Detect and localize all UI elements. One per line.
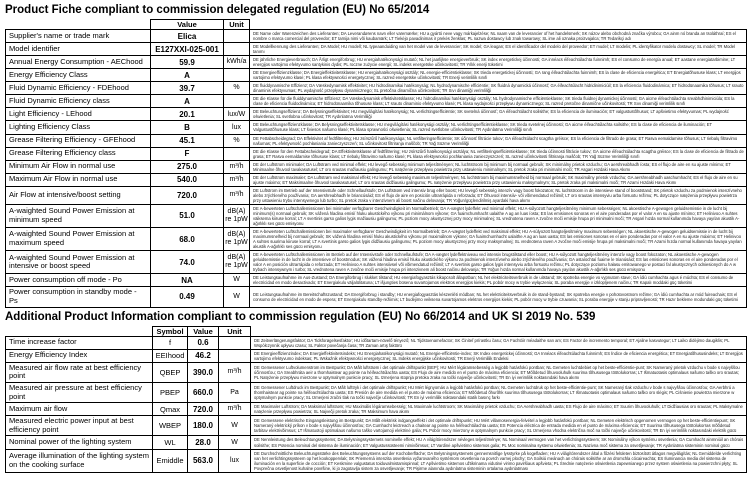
table-row: [6, 108, 747, 121]
row-unit: m³/h: [224, 160, 250, 173]
row-multilingual-note: DE jährliche Energieverbrauch; DA Årligt energiforbrug; HU energiahatékonysági mutató; NL het jaarlijkse energieverbruik; SK index energetickej účinnosti; GA innéacs éifeachtúlachta fuinnimh; ES el consumo de energía anual; ET aastane energiatarbimine; LT energijos vartojimo efektyvumo santykinis dydis; PL roczne zużycie energii; SL indeks energetske učinkovitosti; TR Yıllık enerji tüketimi: [250, 56, 747, 69]
table-row: [6, 56, 747, 69]
row-multilingual-note: DE fluiddynamische Effizienz; DA Væskedynamisk effektivitet; HU hidrodinamikai hatékonyság; NL hydrodynamische efficiëntie; SK fluidná dynamická účinnosť; GA éifeachtúlacht hidridinimiciúil; ES la eficiencia fluidodinámica; ET hidrodünaamika tõhusus; LT srauto dinaminis efektyvumas; PL wydajność przepływu dynamicznego; SL pretočna dinamična učinkovitost; TR Sıvı dinamiği verimliliği: [250, 82, 747, 95]
row-label: Annual Energy Consumption - AEChood: [6, 56, 151, 69]
row-unit: dB(A) re 1pW: [224, 251, 250, 274]
table1-header-unit: Unit: [224, 20, 250, 30]
row-label: Power consumption off mode - Po: [6, 274, 151, 287]
row-label: A-waighted Sound Power Emission at intensive or boost speed: [6, 251, 151, 274]
row-value: 720.0: [188, 403, 219, 416]
row-unit: kWh/a: [224, 56, 250, 69]
table1-header-value: Value: [151, 20, 224, 30]
row-symbol: QBEP: [153, 362, 188, 382]
row-value: NA: [151, 274, 224, 287]
row-value: E127XXI-025-001: [151, 43, 224, 56]
row-unit: m³/h: [224, 186, 250, 204]
table-row: [6, 403, 747, 416]
row-unit: lux: [219, 449, 251, 472]
row-value: 28.0: [188, 436, 219, 449]
table-row: [6, 336, 747, 349]
row-value: F: [151, 147, 224, 160]
row-label: Nominal power of the lighting system: [6, 436, 153, 449]
row-multilingual-note: DE Energieeffizienzindex; DA Energieffektivitetsindeks; HU Energiahatékonysági mutató; NL Energie-efficiëntie-index; SK Index energetickej účinnosti; GA Innéacs éifeachtúlachta fuinnimh; ES Índice de eficiencia energética; ET Energiatõhususindeks; LT Energijos vartojimo efektyvumo indeksas; PL Wskaźnik efektywności energetycznej; SL Indeks energijske učinkovitosti; TR Enerji Verimlilik Endeksi: [251, 349, 747, 362]
table-row: [6, 186, 747, 204]
table2-header-spacer-right: [251, 326, 747, 336]
table-row: [6, 82, 747, 95]
row-multilingual-note: DE A-bewerteten Luftschallemissionen bei maximaler verfügbarer Geschwindigkeit im Normalbetrieb; DA A-vægtet lydeffekt ved maksimal effekt; HU A-súlyozott hangteljesítmény maximum sebességen; NL akoestische A-gewogen geluidsemissie in de lucht bij maximumsnelheid bij normaal gebruik; SK vážená hladina emisií hluku akustického výkonu pri maximálnom výkone; GA fuaimchumhacht ualaithe A ag an luas uasta; ES las emisiones sonoras en el aire ponderadas por el valor A en su ajuste máximo; ET Helinivoo A suhtes suurima kiiruse korral; LT A svertinis garso galios lygis didžiausiu galingumu; PL poziom mocy akustycznej przy mocy maksymalnej; SL vrednotena raven A zvočne moči emisije hrupa pri maksimalni moči; TR Azami hızda normal kullanımda havaya yayılan akustik A-ağırlıklı ses gücü emisyonu: [250, 227, 747, 250]
row-label: Maximum air flow: [6, 403, 153, 416]
row-value: 68.0: [151, 227, 224, 250]
row-multilingual-note: DE Luftstrom im Betrieb auf der Intensivstufe oder Schnellaufstufe; DA Luftstrøm ved intensiv brug eller boost; HU levegő sebesség intenzív vagy boost fokozaton; NL luchtstroom in de intensieve stand of booststand; SK prietok vzduchu za podmienok intenzívneho alebo zrýchleného používania; GA aershreabhadh le briancúsáid; ES el flujo de aire en posición ultrarrápida o reforzada; ET Õhuvool intensiiv- või võimendatud režiimil; LT oro srautas intensyviu arba forsuotu režimu; PL dotyczące natężenia przepływu powietrza przy ustawieniu trybu intensywnego lub turbo; SL pretok zraka v intenzivnem ali boost načinu delovanja; TR Yoğun/güçlendirilmiş ayardaki hava akımı: [250, 186, 747, 204]
row-multilingual-note: DE Durchschnittliche Beleuchtungsstärke des Beleuchtungssystems auf der Kochoberfläche; DA Belysningssystemets gennemsnitlige lysstyrke på kogefladen; HU A világítórendszer által a főzési felületen biztosított átlagos megvilágítás; NL Gemiddelde verlichting van het verlichtingssysteem op het kookoppervlak; SK Priemerná intenzita osvetlenia vyžarovaného systémom osvetlenia na povrch varnej plochy; GA Soilsiú meánach an chórais soilsithe ar an dromchla cócaireachta; ES Iluminancia media del sistema de iluminación en la superficie de cocción; ET Keskmine valgustatus toiduvalmistamispinnal; LT Apšvietimo sistemos užtikrinama vidutinė virimo paviršiaus apšvieta; PL Średnie natężenie oświetlenia zapewnianego przez system oświetlenia na powierzchni płyty; SL Povprečna osvetljenost kuhalne površine, ki jo zagotavlja sistem za osvetljevanje; TR Pişirme alanında aydınlatma sisteminin ortalama aydınlatması: [251, 449, 747, 472]
row-unit: [219, 349, 251, 362]
table-row: [6, 227, 747, 250]
table-row: [6, 43, 747, 56]
row-multilingual-note: DE Beleuchtungseffizienz; DA Belysningseffektivitet; HU megvilágítási hatékonyság; NL verlichtingsefficiëntie; SK svetelná účinnosť; GA éifeachtúlacht soilsithe; ES la eficiencia de iluminación; ET valgustustõhusus; LT apšvietimo efektyvumas; PL wydajność oświetlenia; SL svetlobna učinkovitost; TR Aydınlatma Verimliliği: [250, 108, 747, 121]
row-multilingual-note: DE Modellkennung des Lieferanten; DA Model; HU modell; NL typeaanduiding van het model van de leverancier; SK model; GA leagan; ES el identificador del modelo del proveedor; ET mudel; LT modelis; PL identyfikator modelu dostawcy; SL model; TR Model tanımı: [250, 43, 747, 56]
row-multilingual-note: DE die Klasse für den Fettabscheidegrad; DA Effektivitetsklasse af fedtfiltrering; HU zsírszűrő hatékonysági osztálya; NL vetfilteringsefficiëntieklasse; SK trieda účinnosti filtrácie tukov; GA aicme éifeachtúlachta scagtha gréisce; ES la clase de eficiencia de filtrado de grasa; ET Rasva eemaldamise tõhususe klass; LT riebalų filtravimo našumo klasė; PL klasa efektywności pochłaniania zanieczyszczeń; SL razred učinkovitosti filtriranja maščob; TR Yağ Süzme Verimliliği sınıfı: [250, 147, 747, 160]
row-multilingual-note: DE Gemessener Luftvolumenstrom im Bestpunkt; DA Målt luftstrøm i det optimale driftspunkt (BEP); HU Mért légáramsebesség a legjobb hatásfokú pontban; NL Gemeten luchtdebiet op het beste-efficiëntie-punt; SK Nameraný prietok vzduchu v bode s najvyššou účinnosťou; GA Sreabhráta aeir a thomhaistear ag pointe na héifeachtúlachta uasta; ES Flujo de aire medido en el punto de máxima eficiencia; ET Mõõdetud õhuvooluhulk suurima tõhususega töötolukorras; LT Išmatuotasis optimalaus našumo taško oro srautas; PL Natężenie przepływu mierzone w optymalnym punkcie pracy; SL Izmerjena stopnja pretoka zraka na točki največje učinkovitosti; TR En iyi verimlilik noktasındaki hava akımı: [251, 362, 747, 382]
row-multilingual-note: DE A-bewerteten Luftschallemissionen im Betrieb auf der Intensivstufe oder Schnellaufstufe; DA A-vægtet lydeffektniveau ved intensiv brugstilstand eller boost; HU A-súlyozott hangteljesítmény intenzív vagy boost fokozaton; NL akoestische A-gewogen geluidsemissie in de lucht in de intensieve of boostmodus; SK vážená hladina emisií hluku akustického výkonu za podmienok intenzívneho alebo zrýchleného používania; GA astaíochtaí fuaime le trianúsáid; ES las emisiones sonoras en el aire ponderadas por el valor A en posición ultrarrápida o reforzada; ET Helinivoo A suhtes intensiivsel või võimendatud režiimil; LT A svertinis garso galios lygis intensyviu arba forsuotu režimu; PL dotyczące poziomu hałasu emitowanego w postaci fal akustycznych odniesionych do A w trybach intensywnym i turbo; SL vrednotena raven A zvočne moči emisije hrupa pri intenzivnem ali boost načinu delovanja; TR Yoğun hızda normal kullanımda havaya yayılan akustik A-ağırlıklı ses gücü emisyonu: [250, 251, 747, 274]
row-unit: [224, 69, 250, 82]
row-unit: dB(A) re 1pW: [224, 227, 250, 250]
row-multilingual-note: DE Leistungsaufnahme im Aus-Zustand; DA Energiforbrug i slukket tilstand; HU energiafogyasztás kikapcsolt állapotban; NL het elektriciteitsverbruik in de uitstand; SK spotreba energie vo vypnutom stave; GA ídiú cumhachta agus é múchta; ES el consumo de electricidad en modo desactivado; ET Energiakulu väljalülitatuna; LT išjungties būsena suvartojamos elektros energijos kiekis; PL pobór mocy w trybie wyłączenia; SL poraba energije v izklopljenem načinu; TR Kapalı moddaki güç tüketimi: [250, 274, 747, 287]
row-value: A: [151, 95, 224, 108]
row-value: 0.49: [151, 287, 224, 307]
row-label: Fluid Dynamic Efficiency class: [6, 95, 151, 108]
row-value: 39.7: [151, 82, 224, 95]
row-unit: %: [224, 82, 250, 95]
row-label: Lighting Efficiency Class: [6, 121, 151, 134]
table-row: [6, 362, 747, 382]
row-value: 540.0: [151, 173, 224, 186]
table-row: [6, 95, 747, 108]
row-label: Model identifier: [6, 43, 151, 56]
row-label: Light Efficiency - LEhood: [6, 108, 151, 121]
row-label: Power consumption in standby mode - Ps: [6, 287, 151, 307]
row-symbol: PBEP: [153, 382, 188, 402]
row-multilingual-note: DE Energieeffizienzklasse; DA Energieffektivitetsklasse; HU energiahatékonysági osztály; NL energie-efficiëntieklasse; SK trieda energetickej účinnosti; GA rang éifeachtúlachta fuinnimh; ES la clase de eficiencia energética; ET Energiatõhususe klass; LT energijos vartojimo efektyvumo klasė; PL klasa efektywności energetycznej; SL razred energetske učinkovitosti; TR Enerji verimlilik sınıfı: [250, 69, 747, 82]
table-row: [6, 349, 747, 362]
product-fiche-table: [5, 19, 747, 308]
row-value: 275.0: [151, 160, 224, 173]
row-value: 660.0: [188, 382, 219, 402]
row-unit: [219, 336, 251, 349]
row-multilingual-note: DE Name oder Warenzeichen des Lieferanten; DA Leverandørens navn eller varemærke; HU a gyártó neve vagy márkajelzése; NL naam van de leverancier of het handelsmerk; SK názov alebo obchodná značka výrobcu; GA ainm nó branda an tsoláthraí; ES el nombre o marca comercial del proveedor; ET tarnija nimi või kaubamärk; LT Tiekėjo pavadinimas ir prekės ženklas; PL nazwa dostawcy lub znak towarowy; SL ime ali oznaka proizvajalca; TR Tedarikçi adı: [250, 30, 747, 43]
table-row: [6, 416, 747, 436]
table-row: [6, 134, 747, 147]
row-label: Grease Filtering Efficiency class: [6, 147, 151, 160]
row-value: 180.0: [188, 416, 219, 436]
table2-header-symbol: Symbol: [153, 326, 188, 336]
row-label: Measured electric power input at best efficiency point: [6, 416, 153, 436]
table-row: [6, 274, 747, 287]
table1-header-row: [6, 20, 747, 30]
row-label: Air Flow at intensive/boost setting: [6, 186, 151, 204]
row-label: Measured air flow rate at best efficiency point: [6, 362, 153, 382]
table-row: [6, 204, 747, 227]
row-unit: [224, 43, 250, 56]
table-row: [6, 436, 747, 449]
table-row: [6, 160, 747, 173]
row-label: Energy Efficiency Index: [6, 349, 153, 362]
row-unit: m³/h: [224, 173, 250, 186]
row-value: B: [151, 121, 224, 134]
table-row: [6, 121, 747, 134]
row-value: 46.2: [188, 349, 219, 362]
row-symbol: WL: [153, 436, 188, 449]
row-multilingual-note: DE Zeitverlängerungsfaktor; DA Tidsforøgelsesfaktor; HU időtartam-növelő tényező; NL Tijdstoenamefactor; SK Činiteľ prírastku času; GA Fachtóir méadaithe san am; ES Factor de incremento temporal; ET Ajaline kasvutegur; LT Laiko didėjimo daugiklis; PL Współczynnik upływu czasu; SL Faktor povečanja časa; TR Zaman artış faktörü: [251, 336, 747, 349]
table1-header-spacer-right: [250, 20, 747, 30]
row-unit: m³/h: [219, 362, 251, 382]
row-value: A: [151, 69, 224, 82]
row-label: Time increase factor: [6, 336, 153, 349]
row-symbol: Emiddle: [153, 449, 188, 472]
row-unit: lux/W: [224, 108, 250, 121]
row-multilingual-note: DE der Luftstrom minimaler; DA Luftstrøm ved minimal effekt; HU levegő sebesség minimum teljesítményen; NL luchtstroom bij minimum bij normaal gebruik; SK minimálny prietok vzduchu; GA aershreabhadh íosta; ES el flujo de aire en su ajuste mínimo; ET Minimaalne õhuvool tavakasutusel; LT oro srautas mažiausiu galingumu; PL natężenie przepływu powietrza przy ustawieniu minimalnym; SL pretok zraka pri minimalni moči; TR Asgari Hızdaki Hava Akımı: [250, 160, 747, 173]
row-unit: m³/h: [219, 403, 251, 416]
row-unit: W: [219, 416, 251, 436]
additional-info-table: [5, 326, 747, 473]
row-value: 51.0: [151, 204, 224, 227]
row-multilingual-note: DE Gemessener Luftdruck im Bestpunkt; DA Målt lufttryk i det optimale driftspunkt; HU Mért légnyomás a legjobb hatásfokú pontban; NL Gemeten luchtdruk op het beste-efficiëntie-punt; SK Nameraný tlak vzduchu v bode s najvyššou účinnosťou; GA Aerbhrú a thomhaistear ag pointe na héifeachtúlachta uasta; ES Presión de aire medida en el punto de máxima eficiencia; ET Mõõdetud õhurõhk suurima tõhususega töötolukorras; LT Išmatuotasis optimalaus našumo taško oro slėgis; PL Ciśnienie powietrza mierzone w optymalnym punkcie pracy; SL Izmerjeni zračni tlak na točki največje učinkovitosti; TR En iyi verimlilik noktasındaki statik basınç farkı: [251, 382, 747, 402]
row-label: Supplier's name or trade mark: [6, 30, 151, 43]
row-value: 720.0: [151, 186, 224, 204]
row-label: A-waighted Sound Power Emission at maximum speed: [6, 227, 151, 250]
row-value: 563.0: [188, 449, 219, 472]
table2-header-spacer-left: [6, 326, 153, 336]
row-multilingual-note: DE A-bewerteten Luftschallemissionen bei minimaler verfügbarer Geschwindigkeit im Normalbetrieb; DA A-vægtet lydeffekt ved minimal effekt; HU A-súlyozott hangteljesítmény minimum sebességen; NL akoestische A-gewogen geluidsemissie in de lucht bij minimum(s) normaal gebruik; SK vážená hladina emisií hluku akustického výkonu pri minimálnom výkone; GA fuaimchumhacht ualaithe A ag an luas íosta; ES las emisiones sonoras en el aire ponderadas por el valor A en su ajuste mínimo; ET Helinivoo A suhtes väiksema kiiruse korral; LT A svertinis garso galios lygis mažiausiu galingumu; PL poziom mocy akustycznej przy mocy minimalnej; SL vrednotena raven A zvočne moči emisije hrupa pri minimalni moči; TR Asgari hızda normal kullanımda havaya yayılan akustik A-ağırlıklı ses gücü emisyonu: [250, 204, 747, 227]
row-value: 20.1: [151, 108, 224, 121]
table-row: [6, 147, 747, 160]
row-label: Grease Filtering Efficiency - GFEhood: [6, 134, 151, 147]
row-symbol: EEIhood: [153, 349, 188, 362]
table-row: [6, 173, 747, 186]
row-value: 0.6: [188, 336, 219, 349]
row-unit: [224, 95, 250, 108]
row-symbol: f: [153, 336, 188, 349]
row-multilingual-note: DE Leistungsaufnahme im Bereitschaftszustand; DA Energiforbrug i standby; HU energiafogyasztás készenléti módban; NL het elektriciteitsverbruik in de stand-bystand; SK spotreba energie v pohotovostnom režime; GA ídiú cumhachta ar mód fuireachais; ES el consumo de electricidad en modo de espera; ET Energiakulu standby-režiimis; LT budėjimo veiksena suvartojamos elektros energijos kiekis; PL pobór mocy w trybie czuwania; SL poraba energije v stanju pripravljenosti; TR Hazır bekleme modundaki güç tüketimi: [250, 287, 747, 307]
row-value: Elica: [151, 30, 224, 43]
row-multilingual-note: DE Fettabscheidegrad; DA Effektivitet af fedtfiltrering; HU zsírszűrő hatékonysága; NL vetfilteringsefficiëntie; SK účinnosť filtrácie tukov; GA éifeachtúlacht scagtha gréisce; ES la eficiencia de filtrado de grasa; ET Rasva eemaldamise tõhusus; LT riebalų filtravimo našumas; PL efektywność pochłaniania zanieczyszczeń; SL učinkovitost filtriranja maščob; TR Yağ Süzme Verimliliği: [250, 134, 747, 147]
row-value: 390.0: [188, 362, 219, 382]
row-label: Measured air pressure at best efficiency point: [6, 382, 153, 402]
row-unit: Pa: [219, 382, 251, 402]
row-unit: [224, 30, 250, 43]
fiche-title: Product Fiche compliant to commission delegated regulation (EU) No 65/2014: [5, 4, 430, 16]
row-unit: W: [219, 436, 251, 449]
row-label: A-waighted Sound Power Emission at minimum speed: [6, 204, 151, 227]
table-row: [6, 449, 747, 472]
table-row: [6, 382, 747, 402]
table-row: [6, 287, 747, 307]
row-multilingual-note: DE Nennleistung des Beleuchtungssystems; DA Belysningssystemets nominelle effekt; HU A világítórendszer névleges teljesítménye; NL Nominaal vermogen van het verlichtingssysteem; SK Nominálny výkon systému osvetlenia; GA Cumhacht ainmniúil an chórais soilsithe; ES Potencia nominal del sistema de iluminación; ET Valgustussüsteemi nimivõimsus; LT Vardinė apšvietimo sistemos galia; PL Moc nominalna systemu oświetlenia; SL Nazivna moč sistema za osvetljevanje; TR Aydınlatma sisteminin nominal gücü: [251, 436, 747, 449]
row-symbol: Qmax: [153, 403, 188, 416]
row-value: 59.9: [151, 56, 224, 69]
row-multilingual-note: DE Maximaler Luftstrom; DA Maksimal luftstrøm; HU Maximális légáramsebesség; NL Maximale luchtstroom; SK Maximálny prietok vzduchu; GA Aershreabhadh uasta; ES Flujo de aire máximo; ET Suurim õhuvooluhulk; LT Didžiausias oro srautas; PL Maksymalne natężenie przepływu powietrza; SL Največji pretok zraka; TR Maksimum hava akımı: [251, 403, 747, 416]
row-multilingual-note: DE Beleuchtungseffizienzklasse; DA Belysningseffektivitetsklasse; HU megvilágítási hatékonysági osztály; NL verlichtingsefficiëntieklasse; SK trieda svetelnej účinnosti; GA aicme éifeachtúlachta soilsithe; ES la clase de eficiencia de iluminación; ET Valgustustõhususe klass; LT šviesos našumo klasė; PL klasa sprawności oświetlenia; SL razred svetlobne učinkovitosti; TR Aydınlatma Verimliliği sınıfı: [250, 121, 747, 134]
row-unit: dB(A) re 1pW: [224, 204, 250, 227]
row-unit: W: [224, 274, 250, 287]
table1-header-spacer-left: [6, 20, 151, 30]
row-multilingual-note: DE Gemessene elektrische Eingangsleistung im Bestpunkt; DA Målt elektrisk indgangseffekt i det optimale driftspunkt; HU Mért villamosenergia-felvétel a legjobb hatásfokú pontban; NL Gemeten elektrisch opgenomen vermogen op het beste-efficiëntiepunt; SK Nameraný elektrický príkon v bode s najvyššou účinnosťou; GA Cumhacht leictreach a chaitear ag pointe na héifeachtúlachta uasta; ES Potencia eléctrica de entrada medida en el punto de máxima eficiencia; ET Suurima tõhususega töötolukorras mõõdetud tarbitav elektrivõimsus; LT Išmatuotoji optimalaus našumo taško vartojamoji elektrinė galia; PL Pobór mocy mierzony w optymalnym punkcie pracy; SL Izmerjena vhodna električna moč na točki največje učinkovitosti; TR En iyi verimlilik noktasındaki elektrik gücü: [251, 416, 747, 436]
row-unit: lux: [224, 121, 250, 134]
table-row: [6, 251, 747, 274]
row-label: Maximum Air Flow in normal use: [6, 173, 151, 186]
table2-header-value: Value: [188, 326, 219, 336]
row-unit: W: [224, 287, 250, 307]
row-label: Average illumination of the lighting system on the cooking surface: [6, 449, 153, 472]
row-multilingual-note: DE der Luftstrom maximaler; DA Luftstrøm ved maksimal effekt; HU levegő sebesség maximum teljesítményen; NL luchtstroom bij maximumsnelheid bij normaal gebruik; SK maximálny prietok vzduchu; GA aershreabhadh uaschumhacht; ES el flujo de aire en su ajuste máximo; ET Maksimaalne õhuvool tavakasutusel; LT oro srautas didžiausiu galingumu; PL natężenie przepływu powietrza przy ustawieniu maksymalnym; SL pretok zraka pri maksimalni moči; TR Azami Hızdaki Hava Akımı: [250, 173, 747, 186]
table-row: [6, 30, 747, 43]
row-label: Minimum Air Flow in normal use: [6, 160, 151, 173]
row-value: 45.1: [151, 134, 224, 147]
row-unit: %: [224, 134, 250, 147]
table2-header-unit: Unit: [219, 326, 251, 336]
row-multilingual-note: DE die Klasse für die fluiddynamische Effizienz; DA Væskedynamisk effektivitetsklasse; HU hidrodinamikai hatékonysági osztály; NL hydrodynamische efficiëntieklasse; SK trieda fluidnej dynamickej účinnosti; GA aicme éifeachtúlachta sreabhdhinimiciúla; ES la clase de eficiencia fluidodinámica; ET hidrodünaamika tõhususe klass; LT srauto dinaminio efektyvumo klasė; PL klasa wydajności przepływu dynamicznego; SL razred pretočne dinamične učinkovitosti; TR Sıvı dinamiği verimlilik sınıfı: [250, 95, 747, 108]
row-label: Fluid Dynamic Efficiency - FDEhood: [6, 82, 151, 95]
additional-info-title: Additional Product Information compliant to commission regulation (EU) No 66/2014 and UK SI 2019 No. 539: [5, 310, 596, 323]
table-row: [6, 69, 747, 82]
row-label: Energy Efficiency Class: [6, 69, 151, 82]
row-value: 74.0: [151, 251, 224, 274]
row-unit: [224, 147, 250, 160]
table2-header-row: [6, 326, 747, 336]
row-symbol: WBEP: [153, 416, 188, 436]
